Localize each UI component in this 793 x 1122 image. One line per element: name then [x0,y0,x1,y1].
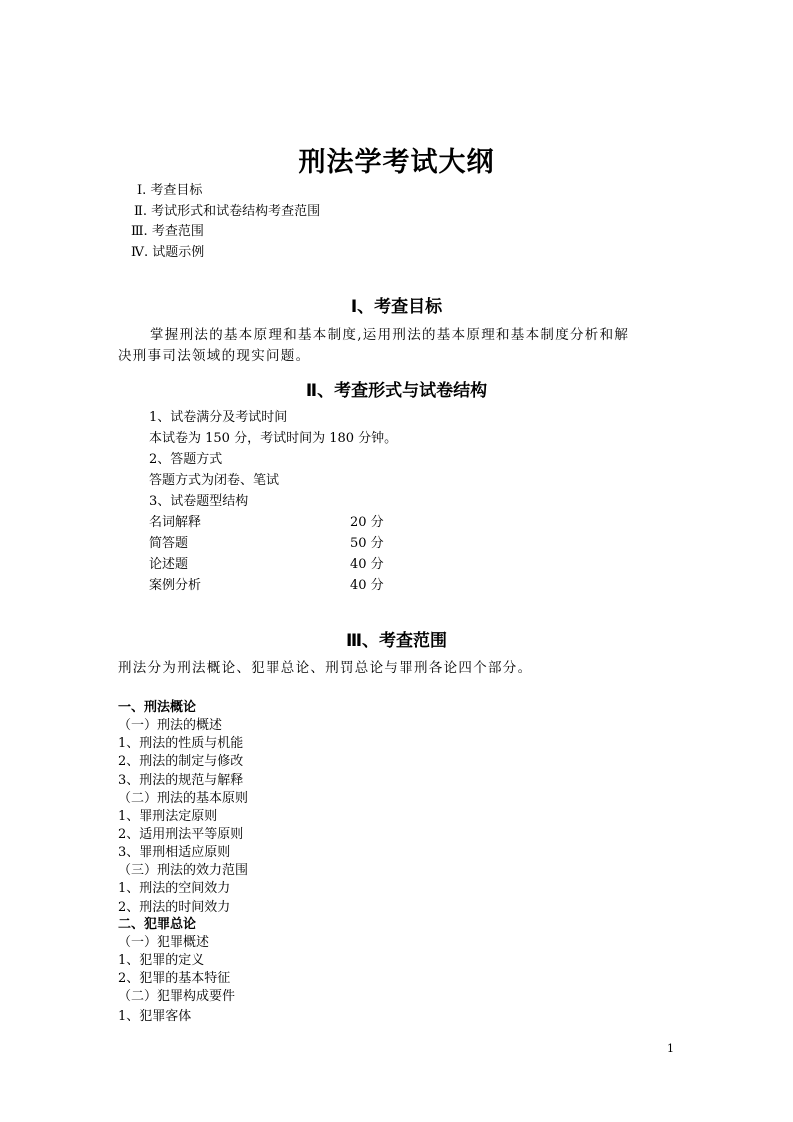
toc-text: 试题示例 [152,245,205,260]
outline-item: 1、犯罪的定义 [118,953,205,968]
toc-numeral: Ⅰ. [137,183,147,198]
format-item: 1、试卷满分及考试时间 [149,410,288,425]
format-item: 本试卷为 150 分，考试时间为 180 分钟。 [149,431,398,446]
scope-intro: 刑法分为刑法概论、犯罪总论、刑罚总论与罪刑各论四个部分。 [118,660,533,676]
toc-numeral: Ⅲ. [131,224,148,239]
document-title: 刑法学考试大纲 [298,147,495,178]
outline-item: 2、刑法的时间效力 [118,900,231,915]
outline-item: 1、刑法的空间效力 [118,881,231,896]
question-type-name: 论述题 [149,557,189,572]
outline-chapter: （一）刑法的概述 [118,718,223,733]
question-type-name: 简答题 [149,536,189,551]
section-heading-objectives: Ⅰ、考查目标 [350,297,443,317]
format-item: 3、试卷题型结构 [149,494,249,509]
outline-item: 2、犯罪的基本特征 [118,971,231,986]
toc-item [131,221,204,242]
outline-chapter: （一）犯罪概述 [118,935,210,950]
outline-item: 2、适用刑法平等原则 [118,827,244,842]
toc-item [134,201,320,222]
outline-item: 1、刑法的性质与机能 [118,736,244,751]
format-item: 2、答题方式 [149,452,223,467]
toc-text: 考试形式和试卷结构考查范围 [151,204,321,219]
toc-text: 考查范围 [151,224,204,239]
outline-item: 3、罪刑相适应原则 [118,845,231,860]
question-type-name: 案例分析 [149,578,202,593]
question-type-score: 40 分 [350,578,384,593]
section-heading-scope: Ⅲ、考查范围 [345,631,448,651]
question-type-score: 20 分 [350,515,384,530]
outline-item: 2、刑法的制定与修改 [118,754,244,769]
question-type-score: 40 分 [350,557,384,572]
section-heading-format: Ⅱ、考查形式与试卷结构 [305,381,488,401]
outline-item: 1、罪刑法定原则 [118,809,218,824]
outline-chapter: （二）刑法的基本原则 [118,791,249,806]
format-item: 答题方式为闭卷、笔试 [149,473,280,488]
objectives-paragraph-line1: 掌握刑法的基本原理和基本制度,运用刑法的基本原理和基本制度分析和解 [150,327,630,343]
outline-part-heading: 二、犯罪总论 [118,917,197,932]
question-type-name: 名词解释 [149,515,202,530]
outline-item: 3、刑法的规范与解释 [118,773,244,788]
toc-item [137,180,202,201]
outline-part-heading: 一、刑法概论 [118,700,197,715]
toc-numeral: Ⅱ. [134,204,147,219]
page-number: 1 [667,1042,674,1055]
outline-chapter: （二）犯罪构成要件 [118,989,236,1004]
outline-item: 1、犯罪客体 [118,1009,192,1024]
question-type-score: 50 分 [350,536,384,551]
toc-numeral: Ⅳ. [131,245,149,260]
toc-text: 考查目标 [150,183,203,198]
objectives-paragraph-line2: 决刑事司法领域的现实问题。 [118,348,311,364]
toc-item [131,242,204,263]
outline-chapter: （三）刑法的效力范围 [118,863,249,878]
